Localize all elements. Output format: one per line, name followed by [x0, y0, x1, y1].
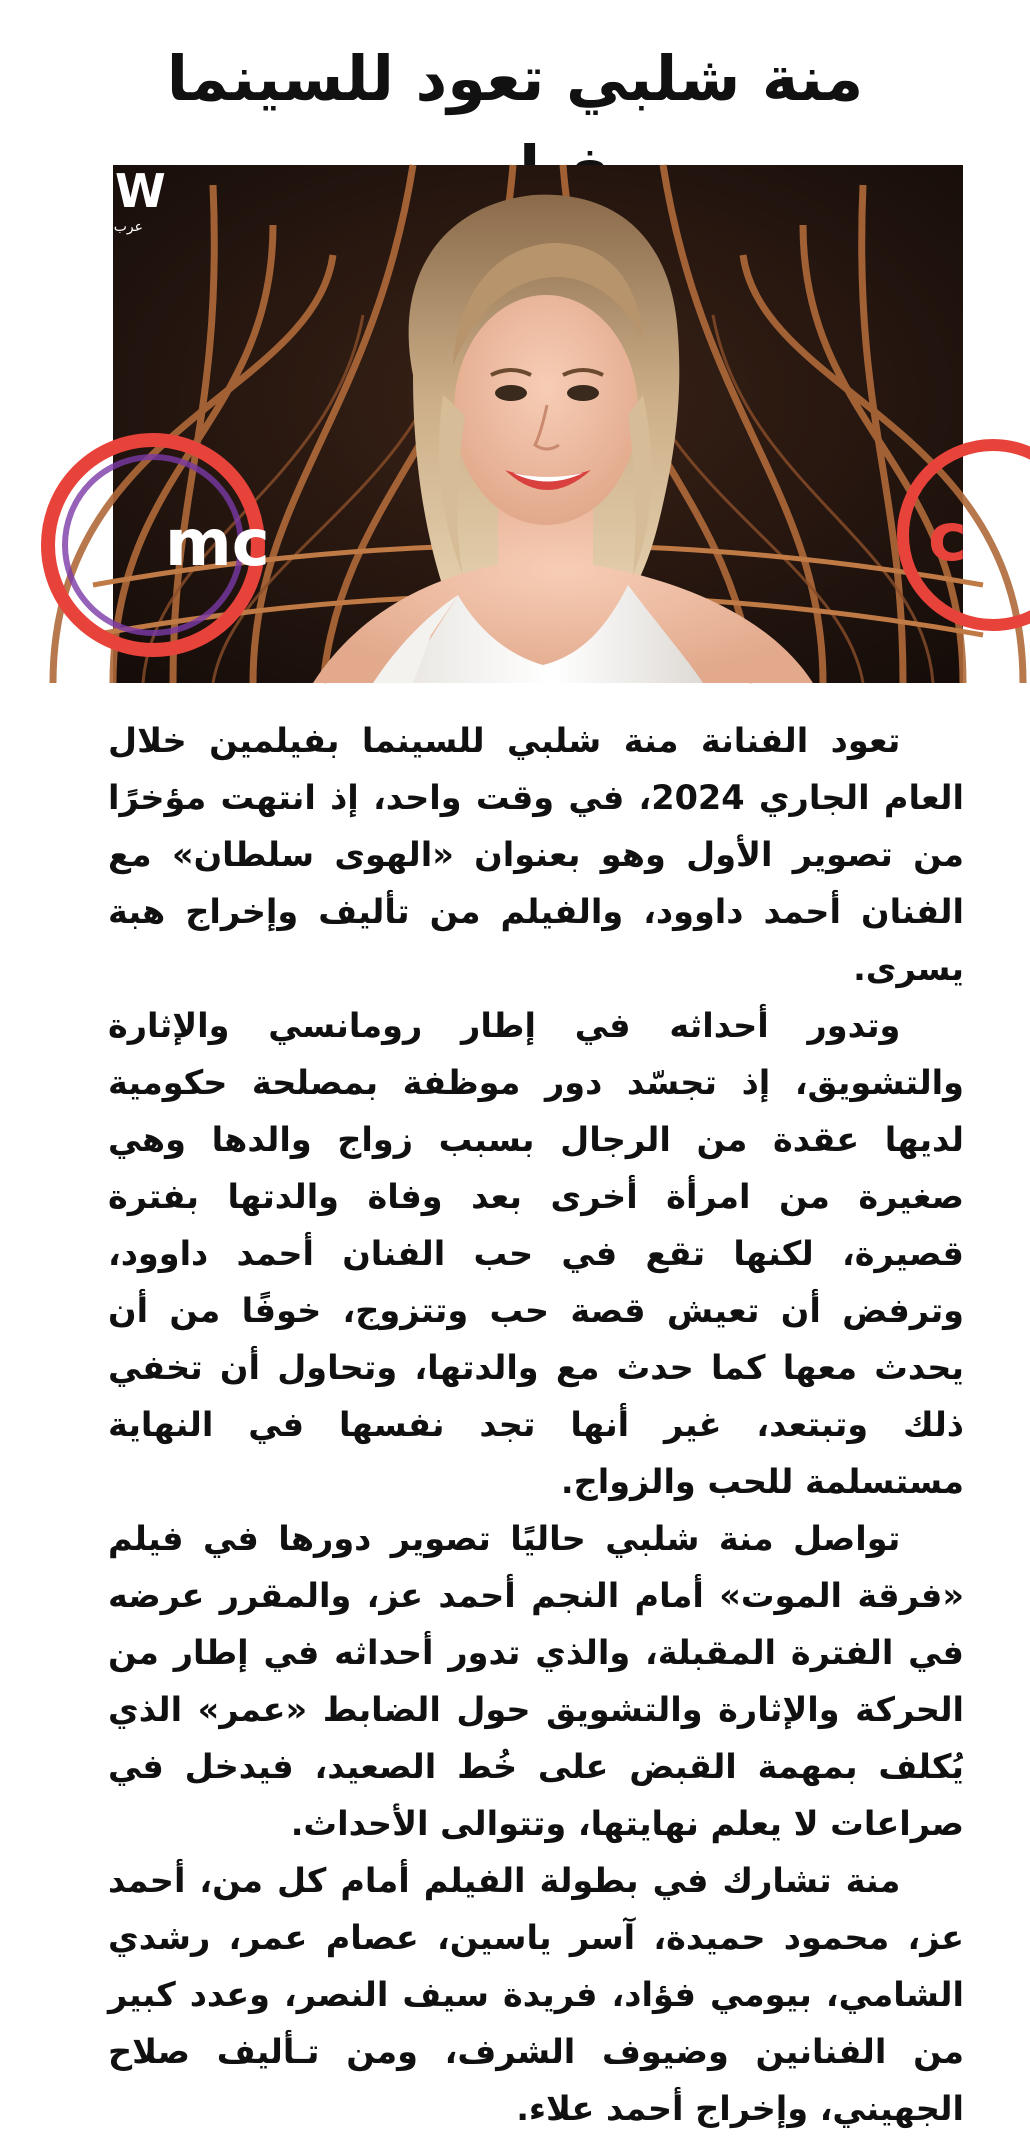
article-paragraph: وتدور أحداثه في إطار رومانسي والإثارة والتشويق، إذ تجسّد دور موظفة بمصلحة حكومية لديها عقدة من الرجال بسبب زواج والدها وهي صغيرة من امرأة أخرى بعد وفاة والدتها بفترة قصيرة، لكنها تقع في حب الفنان أحمد داوود، وترفض أن تعيش قصة حب وتتزوج، خوفًا من أن يحدث معها كما حدث مع والدتها، وتحاول أن تخفي ذلك وتبتعد، غير أنها تجد نفسها في النهاية مستسلمة للحب والزواج. [108, 1006, 964, 1501]
article-paragraph: تواصل منة شلبي حاليًا تصوير دورها في فيلم «فرقة الموت» أمام النجم أحمد عز، والمقرر عرضه في الفترة المقبلة، والذي تدور أحداثه في إطار من الحركة والإثارة والتشويق حول الضابط «عمر» الذي يُكلف بمهمة القبض على خُط الصعيد، فيدخل في صراعات لا يعلم نهايتها، وتتوالى الأحداث. [108, 1519, 964, 1843]
article-photo [113, 164, 968, 683]
article-paragraph: منة تشارك في بطولة الفيلم أمام كل من، أحمد عز، محمود حميدة، آسر ياسين، عصام عمر، رشدي الشامي، بيومي فؤاد، فريدة سيف النصر، وعدد كبير من الفنانين وضيوف الشرف، ومن تـأليف صلاح الجهيني، وإخراج أحمد علاء. [108, 1861, 964, 2128]
article-body [108, 712, 964, 2137]
red-carpet-photo [113, 164, 968, 683]
svg-text:W: W [115, 164, 166, 218]
article-paragraph: تعود الفنانة منة شلبي للسينما بفيلمين خلال العام الجاري 2024، في وقت واحد، إذ انتهت مؤخرًا من تصوير الأول وهو بعنوان «الهوى سلطان» مع الفنان أحمد داوود، والفيلم من تأليف وإخراج هبة يسرى. [108, 721, 964, 988]
svg-text:mc: mc [165, 507, 270, 581]
svg-text:عرب: عرب [113, 219, 143, 235]
article-headline: منة شلبي تعود للسينما [166, 42, 864, 115]
svg-text:c: c [928, 499, 968, 576]
